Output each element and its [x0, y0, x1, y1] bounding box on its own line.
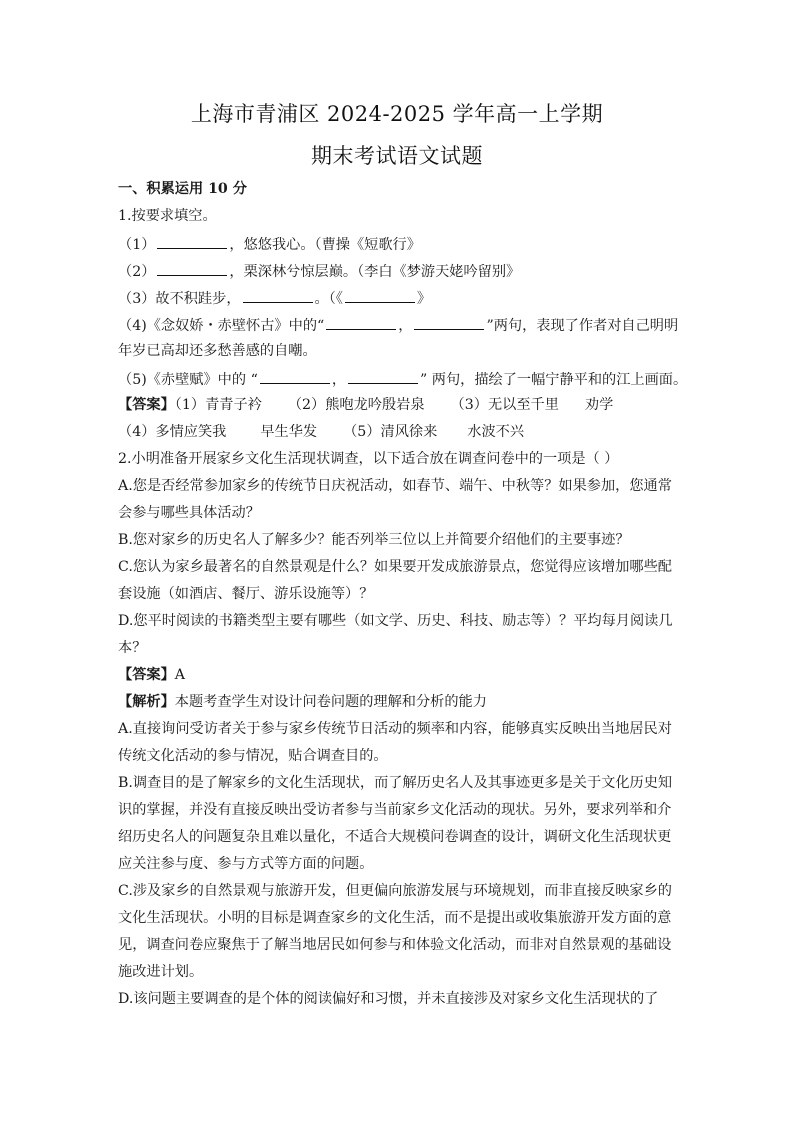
- q1-item-4-mid: ，: [398, 318, 413, 334]
- answer-5b: 水波不兴: [467, 424, 525, 440]
- q1-item-3: [118, 288, 684, 308]
- explanation-a-cont: 传统文化活动的参与情况，贴合调查目的。: [118, 748, 388, 764]
- q1-item-4-post: ”两句，表现了作者对自己明明: [486, 318, 679, 334]
- fill-blank: [243, 288, 313, 303]
- q2-answer: [118, 666, 684, 684]
- doc-title-line1: 上海市青浦区 2024-2025 学年高一上学期: [190, 102, 604, 126]
- answer-value: A: [174, 667, 186, 683]
- q2-option-c: C.您认为家乡最著名的自然景观是什么？如果要开发成旅游景点，您觉得应该增加哪些配: [118, 559, 672, 575]
- answer-1: （1）青青子衿: [174, 397, 262, 413]
- q2-option-d: D.您平时阅读的书籍类型主要有哪些（如文学、历史、科技、励志等）？平均每月阅读几: [118, 613, 673, 629]
- q1-item-3-post: 》: [416, 291, 432, 307]
- fill-blank: [414, 315, 484, 330]
- q1-item-4: [118, 315, 684, 335]
- q1-answer-line1: [118, 396, 684, 414]
- q1-item-2: [118, 261, 684, 281]
- explanation-label: 【解析】: [118, 694, 175, 710]
- q1-item-2-post: ，栗深林兮惊层巅。（李白《梦游天姥吟留别》: [229, 264, 521, 280]
- q1-item-4-pre: （4)《念奴娇・赤壁怀古》中的“: [118, 318, 325, 334]
- q2-option-c-cont: 套设施（如酒店、餐厅、游乐设施等）？: [118, 586, 374, 602]
- q1-answer-line2: [118, 423, 684, 441]
- q2-option-d-cont: 本？: [118, 640, 147, 656]
- q1-item-5-pre: （5)《赤壁赋》中的 “: [118, 372, 258, 388]
- q2-option-a-cont: 会参与哪些具体活动？: [118, 505, 260, 521]
- explanation-a: A.直接询问受访者关于参与家乡传统节日活动的频率和内容，能够真实反映出当地居民对: [118, 721, 672, 737]
- explanation-c-cont2: 见，调查问卷应聚焦于了解当地居民如何参与和体验文化活动，而非对自然景观的基础设: [118, 937, 672, 953]
- answer-5: （5）清风徐来: [343, 424, 438, 440]
- q1-item-2-pre: （2）: [118, 264, 156, 280]
- q1-item-1-post: ，悠悠我心。（曹操《短歌行》: [229, 237, 421, 253]
- fill-blank: [326, 315, 396, 330]
- section-heading: 一、积累运用 10 分: [118, 181, 247, 197]
- fill-blank: [260, 369, 330, 384]
- explanation-d: D.该问题主要调查的是个体的阅读偏好和习惯，并未直接涉及对家乡文化生活现状的了: [118, 991, 659, 1007]
- q2-option-b: B.您对家乡的历史名人了解多少？能否列举三位以上并简要介绍他们的主要事迹？: [118, 532, 630, 548]
- explanation-c-cont3: 施改进计划。: [118, 964, 204, 980]
- answer-3: （3）无以至千里: [450, 397, 559, 413]
- q2-stem: 2.小明准备开展家乡文化生活现状调查，以下适合放在调查问卷中的一项是（ ）: [118, 451, 619, 467]
- fill-blank: [348, 369, 418, 384]
- explanation-c: C.涉及家乡的自然景观与旅游开发，但更偏向旅游发展与环境规划，而非直接反映家乡的: [118, 883, 672, 899]
- explanation-b-cont2: 绍历史名人的问题复杂且难以量化，不适合大规模问卷调查的设计，调研文化生活现状更: [118, 829, 672, 845]
- answer-3b: 劝学: [584, 397, 614, 413]
- q1-item-4-cont: 年岁已高却还多愁善感的自嘲。: [118, 343, 317, 359]
- answer-2: （2）熊咆龙吟殷岩泉: [287, 397, 425, 413]
- fill-blank: [157, 261, 227, 276]
- q1-item-5: [118, 369, 688, 389]
- explanation-text: 本题考查学生对设计问卷问题的理解和分析的能力: [174, 694, 487, 710]
- q1-item-1-pre: （1）: [118, 237, 156, 253]
- explanation-b-cont3: 应关注参与度、参与方式等方面的问题。: [118, 856, 374, 872]
- explanation-c-cont1: 文化生活现状。小明的目标是调查家乡的文化生活，而不是提出或收集旅游开发方面的意: [118, 910, 672, 926]
- q1-item-3-mid: 。（《: [314, 291, 343, 307]
- q1-item-3-pre: （3）故不积跬步，: [118, 291, 241, 307]
- answer-4: （4）多情应笑我: [118, 424, 227, 440]
- explanation-b-cont1: 识的掌握，并没有直接反映出受访者参与当前家乡文化活动的现状。另外，要求列举和介: [118, 802, 672, 818]
- q2-option-a: A.您是否经常参加家乡的传统节日庆祝活动，如春节、端午、中秋等？如果参加，您通常: [118, 478, 672, 494]
- answer-label: 【答案】: [118, 397, 175, 413]
- answer-4b: 早生华发: [260, 424, 318, 440]
- q1-item-5-mid: ，: [331, 372, 347, 388]
- q1-item-1: [118, 234, 684, 254]
- q2-explanation: [118, 693, 684, 711]
- explanation-b: B.调查目的是了解家乡的文化生活现状，而了解历史名人及其事迹更多是关于文化历史知: [118, 775, 673, 791]
- answer-label: 【答案】: [118, 667, 175, 683]
- q1-stem: 1.按要求填空。: [118, 208, 217, 224]
- doc-title-line2: 期末考试语文试题: [311, 144, 483, 168]
- q1-item-5-post: ” 两句，描绘了一幅宁静平和的江上画面。: [420, 372, 688, 388]
- fill-blank: [345, 288, 415, 303]
- fill-blank: [157, 234, 227, 249]
